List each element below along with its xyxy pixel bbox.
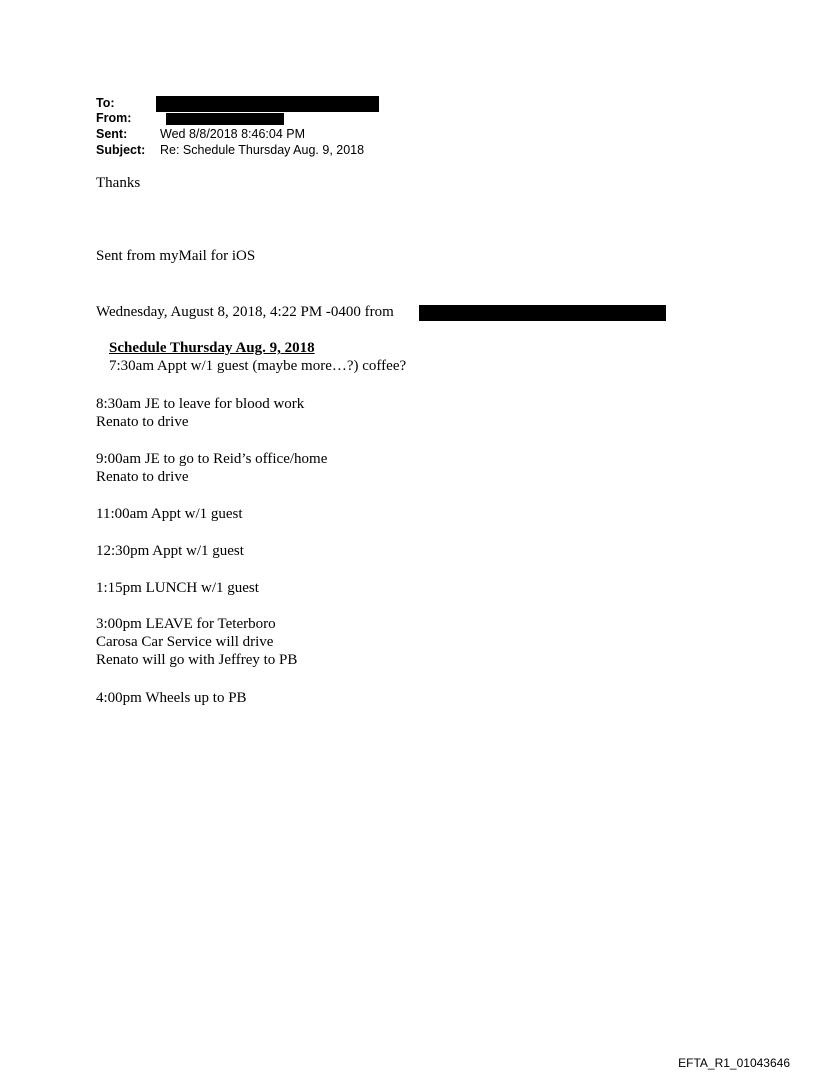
schedule-title: Schedule Thursday Aug. 9, 2018 <box>109 340 315 356</box>
sent-value: Wed 8/8/2018 8:46:04 PM <box>160 127 306 141</box>
redaction-to <box>156 96 379 112</box>
schedule-item-line: 3:00pm LEAVE for Teterboro <box>96 616 276 632</box>
redaction-quoted-sender <box>419 305 666 321</box>
schedule-item-line: 11:00am Appt w/1 guest <box>96 506 243 522</box>
schedule-item-line: Carosa Car Service will drive <box>96 634 274 650</box>
subject-value: Re: Schedule Thursday Aug. 9, 2018 <box>160 143 365 157</box>
reply-body: Thanks <box>96 175 141 191</box>
schedule-item-line: Renato to drive <box>96 469 189 485</box>
subject-label: Subject: <box>96 143 146 157</box>
sent-label: Sent: <box>96 127 128 141</box>
sent-row <box>96 127 306 142</box>
schedule-item-line: 9:00am JE to go to Reid’s office/home <box>96 451 328 467</box>
document-id: EFTA_R1_01043646 <box>678 1056 790 1070</box>
from-row <box>96 111 131 126</box>
schedule-item-line: 8:30am JE to leave for blood work <box>96 396 305 412</box>
subject-row <box>96 143 365 158</box>
signature: Sent from myMail for iOS <box>96 248 256 264</box>
schedule-item-line: Renato will go with Jeffrey to PB <box>96 652 298 668</box>
to-label: To: <box>96 96 115 110</box>
from-label: From: <box>96 111 132 125</box>
schedule-item-line: 12:30pm Appt w/1 guest <box>96 543 244 559</box>
schedule-item-line: 4:00pm Wheels up to PB <box>96 690 247 706</box>
redaction-from <box>166 113 284 125</box>
quoted-header: Wednesday, August 8, 2018, 4:22 PM -0400 from <box>96 304 394 320</box>
schedule-first-item: 7:30am Appt w/1 guest (maybe more…?) coffee? <box>109 358 407 374</box>
schedule-item-line: Renato to drive <box>96 414 189 430</box>
to-row <box>96 96 115 111</box>
schedule-item-line: 1:15pm LUNCH w/1 guest <box>96 580 259 596</box>
